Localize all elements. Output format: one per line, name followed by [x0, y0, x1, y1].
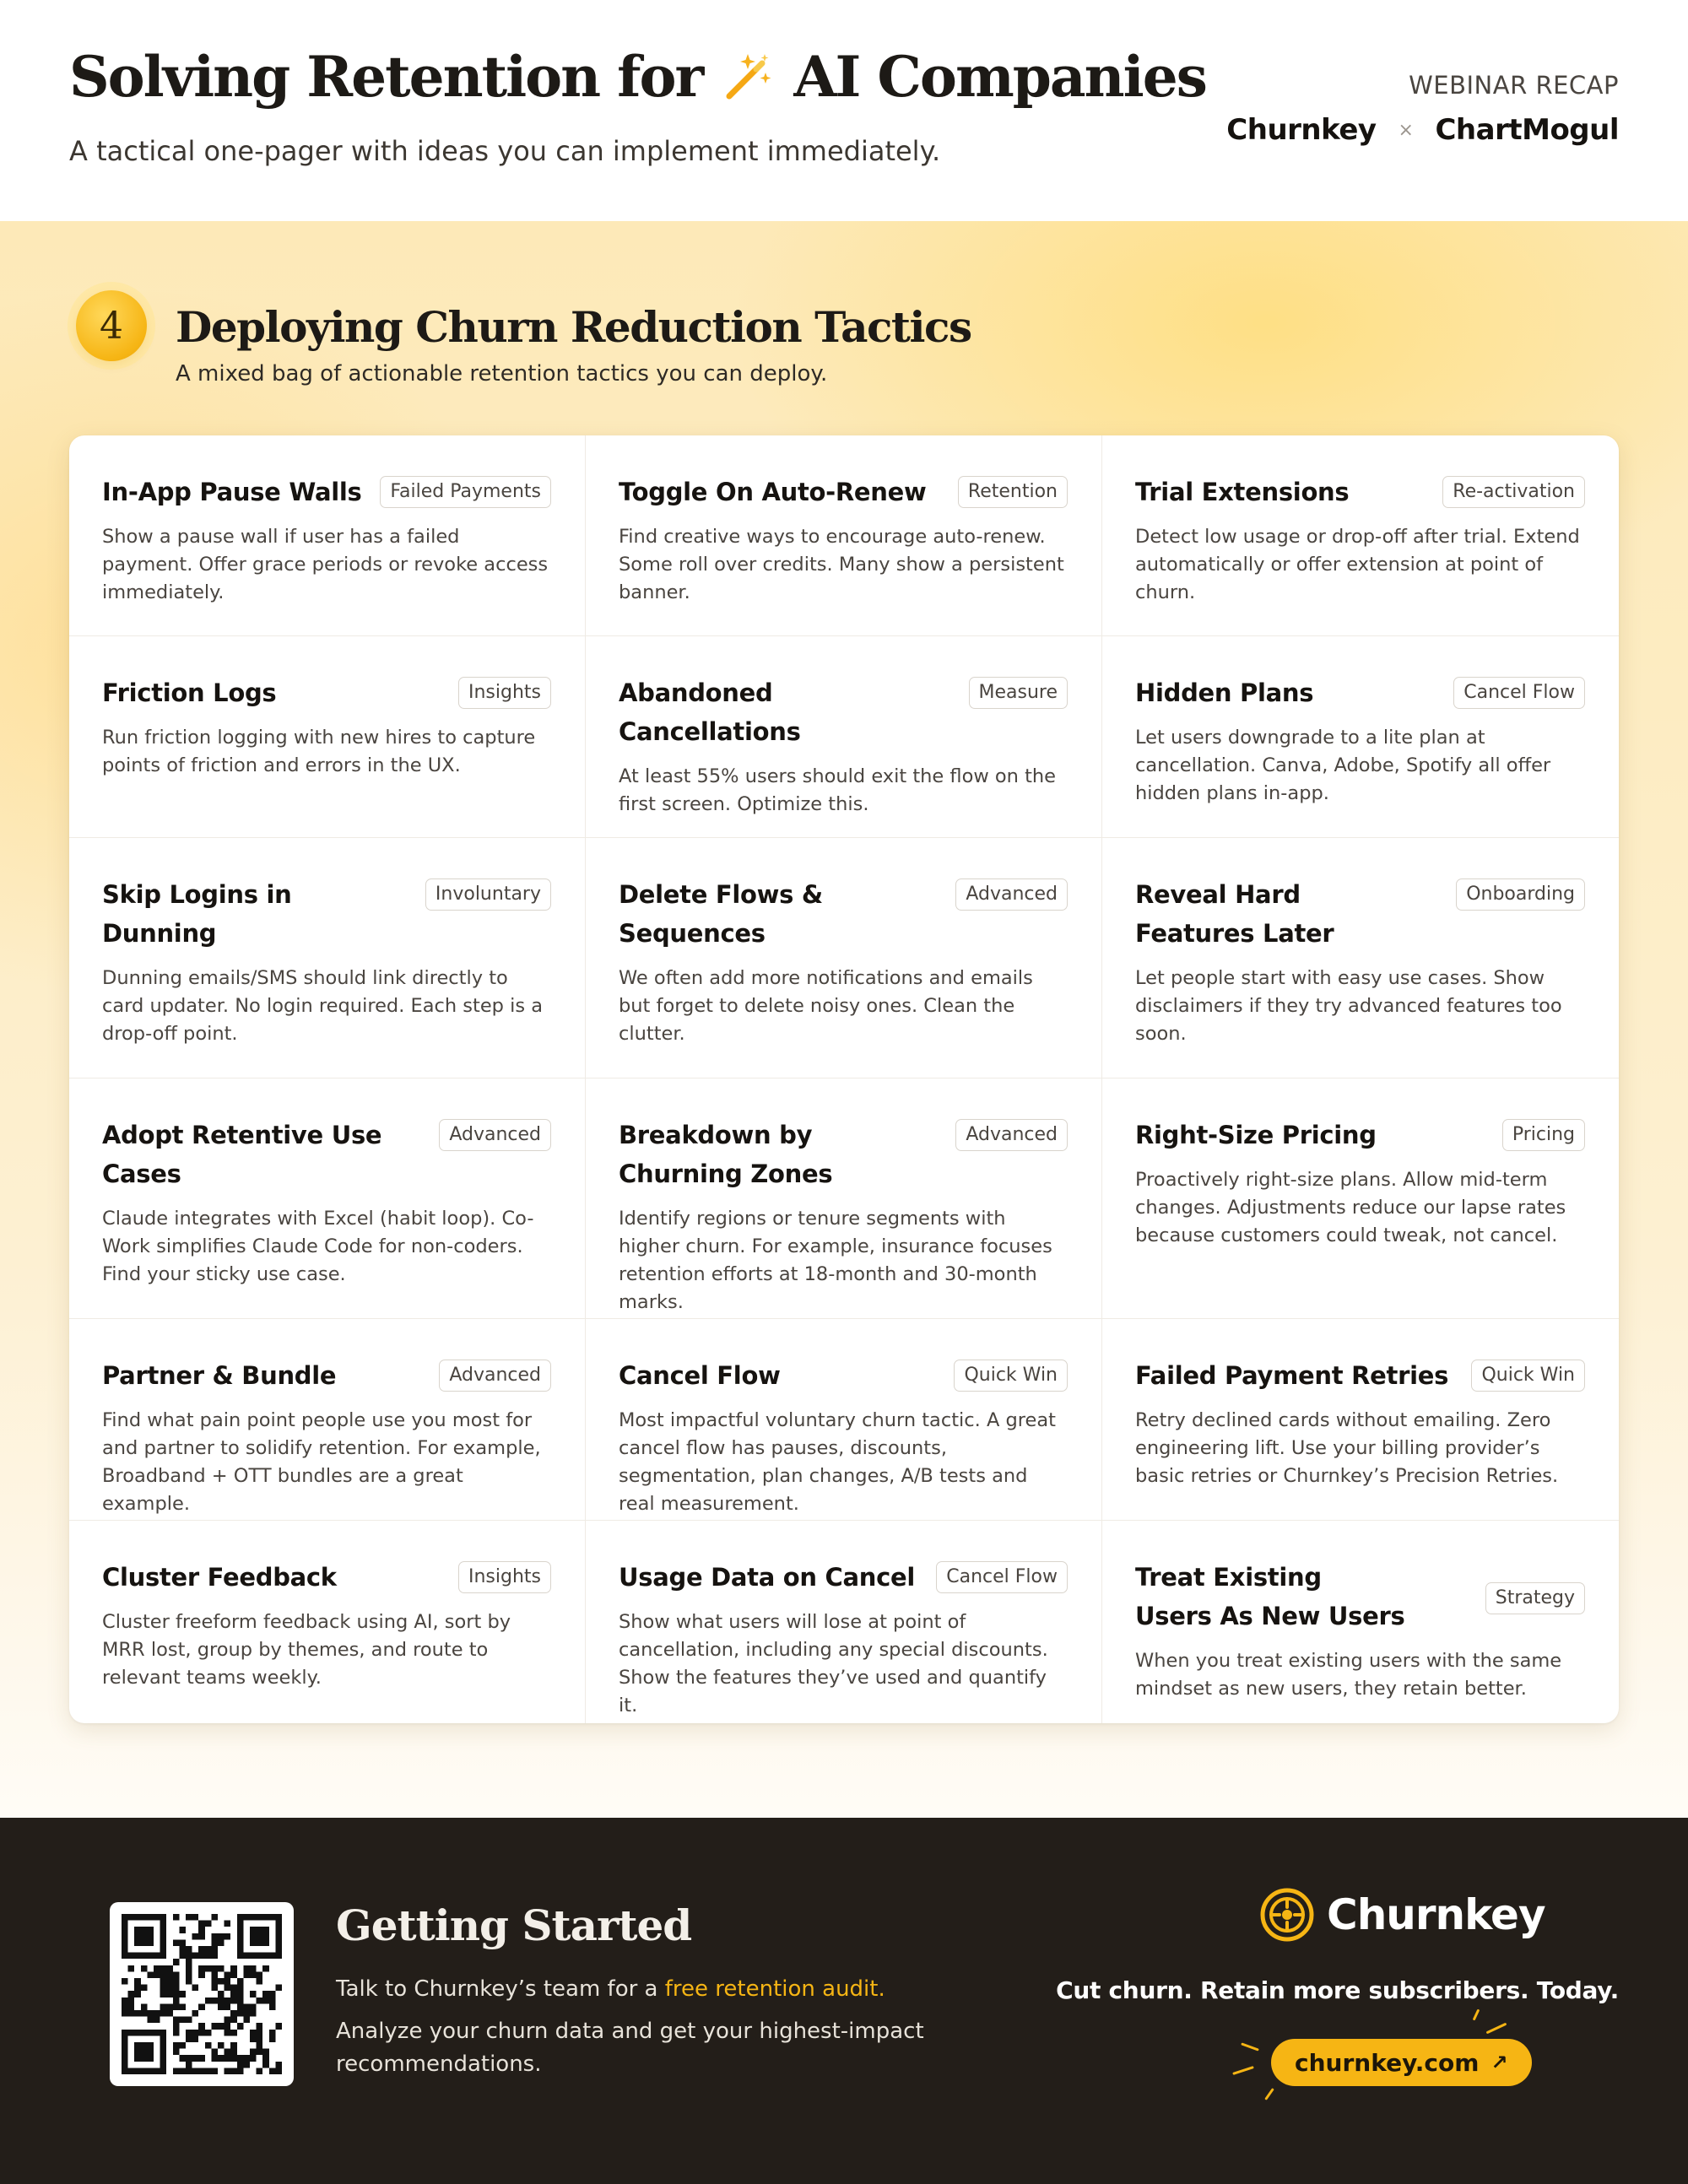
tactics-row [69, 636, 1619, 838]
page-title [69, 44, 1206, 110]
tactic-title: Usage Data on Cancel [619, 1563, 916, 1592]
header [0, 0, 1688, 221]
tactic-tag: Advanced [955, 878, 1068, 911]
tactics-grid [69, 435, 1619, 1723]
tactic-title: In-App Pause Walls [102, 478, 362, 506]
tactic-card [1102, 636, 1619, 837]
footer-tagline: Cut churn. Retain more subscribers. Today. [1056, 1976, 1619, 2004]
tactic-description: Most impactful voluntary churn tactic. A great cancel flow has pauses, discounts, segmentation, plan changes, A/B tests and real measurement. [619, 1409, 1056, 1515]
tactic-card [69, 1078, 586, 1318]
tactic-description: Claude integrates with Excel (habit loop). Co-Work simplifies Claude Code for non-coders. Find your sticky use case. [102, 1208, 534, 1285]
churnkey-logo-icon [1259, 1887, 1315, 1943]
tactic-tag: Re-activation [1442, 476, 1585, 508]
title-part-1: Solving Retention for [69, 44, 703, 110]
tactic-description: Let users downgrade to a lite plan at cancellation. Canva, Adobe, Spotify all offer hidden plans in-app. [1135, 727, 1551, 804]
tactic-description: At least 55% users should exit the flow on the first screen. Optimize this. [619, 765, 1057, 815]
tactic-description: Identify regions or tenure segments with higher churn. For example, insurance focuses retention efforts at 18-month and 30-month marks. [619, 1208, 1052, 1313]
brand-lockup [1226, 113, 1619, 147]
tactic-tag: Insights [458, 1561, 551, 1593]
tactic-description: Cluster freeform feedback using AI, sort by MRR lost, group by themes, and route to relevant teams weekly. [102, 1611, 511, 1689]
tactic-title: Delete Flows & Sequences [619, 880, 823, 948]
tactic-description: Show what users will lose at point of cancellation, including any special discounts. Show the features they’ve used and quantify it. [619, 1611, 1048, 1716]
tactic-title: Friction Logs [102, 678, 277, 707]
tactic-card [586, 1319, 1102, 1520]
tactic-description: Run friction logging with new hires to capture points of friction and errors in the UX. [102, 727, 536, 776]
tactic-title: Trial Extensions [1135, 478, 1350, 506]
tactic-title: Breakdown by Churning Zones [619, 1121, 833, 1188]
tactic-card [1102, 435, 1619, 635]
tactic-description: Let people start with easy use cases. Show disclaimers if they try advanced features too soon. [1135, 967, 1562, 1045]
tactic-title: Cancel Flow [619, 1361, 781, 1390]
webinar-recap-label: WEBINAR RECAP [1409, 71, 1619, 100]
tactics-row [69, 1521, 1619, 1723]
tactics-row [69, 838, 1619, 1078]
tactic-description: Detect low usage or drop-off after trial. Extend automatically or offer extension at point of churn. [1135, 526, 1580, 603]
tactic-tag: Retention [958, 476, 1068, 508]
tactic-card [69, 838, 586, 1078]
spark-decoration [1232, 2066, 1254, 2075]
qr-code[interactable] [110, 1902, 294, 2086]
churnkey-logo-text: Churnkey [1327, 1890, 1545, 1939]
tactic-title: Skip Logins in Dunning [102, 880, 292, 948]
tactics-row [69, 1319, 1619, 1521]
external-arrow-icon: ↗ [1491, 2051, 1508, 2074]
churnkey-logo [1259, 1887, 1545, 1943]
tactic-card [69, 1319, 586, 1520]
tactic-tag: Advanced [439, 1119, 551, 1151]
tactic-card [1102, 838, 1619, 1078]
tactic-card [1102, 1319, 1619, 1520]
cta-area [1232, 2008, 1536, 2110]
section-number-badge: 4 [76, 290, 147, 361]
audit-prefix-text: Talk to Churnkey’s team for a [336, 1976, 665, 2002]
tactic-description: Proactively right-size plans. Allow mid-term changes. Adjustments reduce our lapse rates because customers could tweak, not cancel. [1135, 1169, 1566, 1246]
tactic-tag: Failed Payments [380, 476, 551, 508]
tactic-title: Partner & Bundle [102, 1361, 337, 1390]
tactic-card [69, 435, 586, 635]
tactics-row [69, 435, 1619, 636]
cta-label: churnkey.com [1295, 2048, 1480, 2077]
tactic-title: Reveal Hard Features Later [1135, 880, 1334, 948]
tactics-section [0, 221, 1688, 1818]
getting-started-line-2: Analyze your churn data and get your highest-impact recommendations. [336, 2019, 924, 2077]
section-subtitle: A mixed bag of actionable retention tactics you can deploy. [176, 361, 828, 387]
tactic-description: Find creative ways to encourage auto-renew. Some roll over credits. Many show a persistent banner. [619, 526, 1064, 603]
tactic-description: When you treat existing users with the same mindset as new users, they retain better. [1135, 1650, 1562, 1700]
tactic-tag: Advanced [955, 1119, 1068, 1151]
footer [0, 1818, 1688, 2184]
tactic-card [586, 636, 1102, 837]
tactic-card [69, 1521, 586, 1723]
tactic-card [1102, 1521, 1619, 1723]
tactic-description: We often add more notifications and emails but forget to delete noisy ones. Clean the clutter. [619, 967, 1033, 1045]
churnkey-website-button[interactable] [1271, 2039, 1532, 2086]
brand-chartmogul: ChartMogul [1435, 113, 1619, 147]
tactic-title: Treat Existing Users As New Users [1135, 1563, 1405, 1630]
qr-code-icon [122, 1914, 282, 2074]
tactic-card [586, 1521, 1102, 1723]
spark-decoration [1241, 2042, 1259, 2051]
tactic-description: Retry declined cards without emailing. Zero engineering lift. Use your billing provider’s basic retries or Churnkey’s Precision Retries. [1135, 1409, 1559, 1487]
tactic-tag: Measure [969, 677, 1069, 709]
tactic-description: Show a pause wall if user has a failed payment. Offer grace periods or revoke access immediately. [102, 526, 549, 603]
tactic-tag: Advanced [439, 1360, 551, 1392]
tactic-title: Failed Payment Retries [1135, 1361, 1449, 1390]
magic-wand-icon [722, 51, 775, 103]
tactic-tag: Cancel Flow [936, 1561, 1068, 1593]
tactic-title: Cluster Feedback [102, 1563, 337, 1592]
tactic-tag: Quick Win [954, 1360, 1068, 1392]
tactic-title: Hidden Plans [1135, 678, 1314, 707]
tactic-tag: Cancel Flow [1453, 677, 1585, 709]
tactic-title: Abandoned Cancellations [619, 678, 801, 746]
tactic-title: Right-Size Pricing [1135, 1121, 1377, 1149]
tactic-tag: Onboarding [1456, 878, 1585, 911]
tactic-card [1102, 1078, 1619, 1318]
tactic-tag: Pricing [1502, 1119, 1585, 1151]
spark-decoration [1264, 2088, 1274, 2100]
tactic-description: Find what pain point people use you most for and partner to solidify retention. For example, Broadband + OTT bundles are a great example. [102, 1409, 541, 1515]
spark-decoration [1486, 2023, 1507, 2035]
getting-started-line-1 [336, 1976, 885, 2002]
tactic-tag: Involuntary [425, 878, 551, 911]
tactic-title: Adopt Retentive Use Cases [102, 1121, 382, 1188]
tactic-card [69, 636, 586, 837]
getting-started-title: Getting Started [336, 1900, 692, 1950]
brand-separator: × [1398, 119, 1414, 141]
spark-decoration [1473, 2009, 1480, 2021]
tactic-tag: Insights [458, 677, 551, 709]
tactic-title: Toggle On Auto-Renew [619, 478, 927, 506]
tactic-card [586, 435, 1102, 635]
brand-churnkey: Churnkey [1226, 113, 1377, 147]
tactic-tag: Strategy [1485, 1582, 1585, 1614]
title-part-2: AI Companies [793, 44, 1206, 110]
tactic-card [586, 838, 1102, 1078]
tactic-tag: Quick Win [1471, 1360, 1585, 1392]
free-audit-link[interactable]: free retention audit. [664, 1976, 885, 2002]
page-subtitle: A tactical one-pager with ideas you can implement immediately. [69, 135, 941, 167]
tactic-description: Dunning emails/SMS should link directly to card updater. No login required. Each step is a drop-off point. [102, 967, 544, 1045]
tactic-card [586, 1078, 1102, 1318]
section-title: Deploying Churn Reduction Tactics [176, 302, 971, 352]
tactics-row [69, 1078, 1619, 1319]
